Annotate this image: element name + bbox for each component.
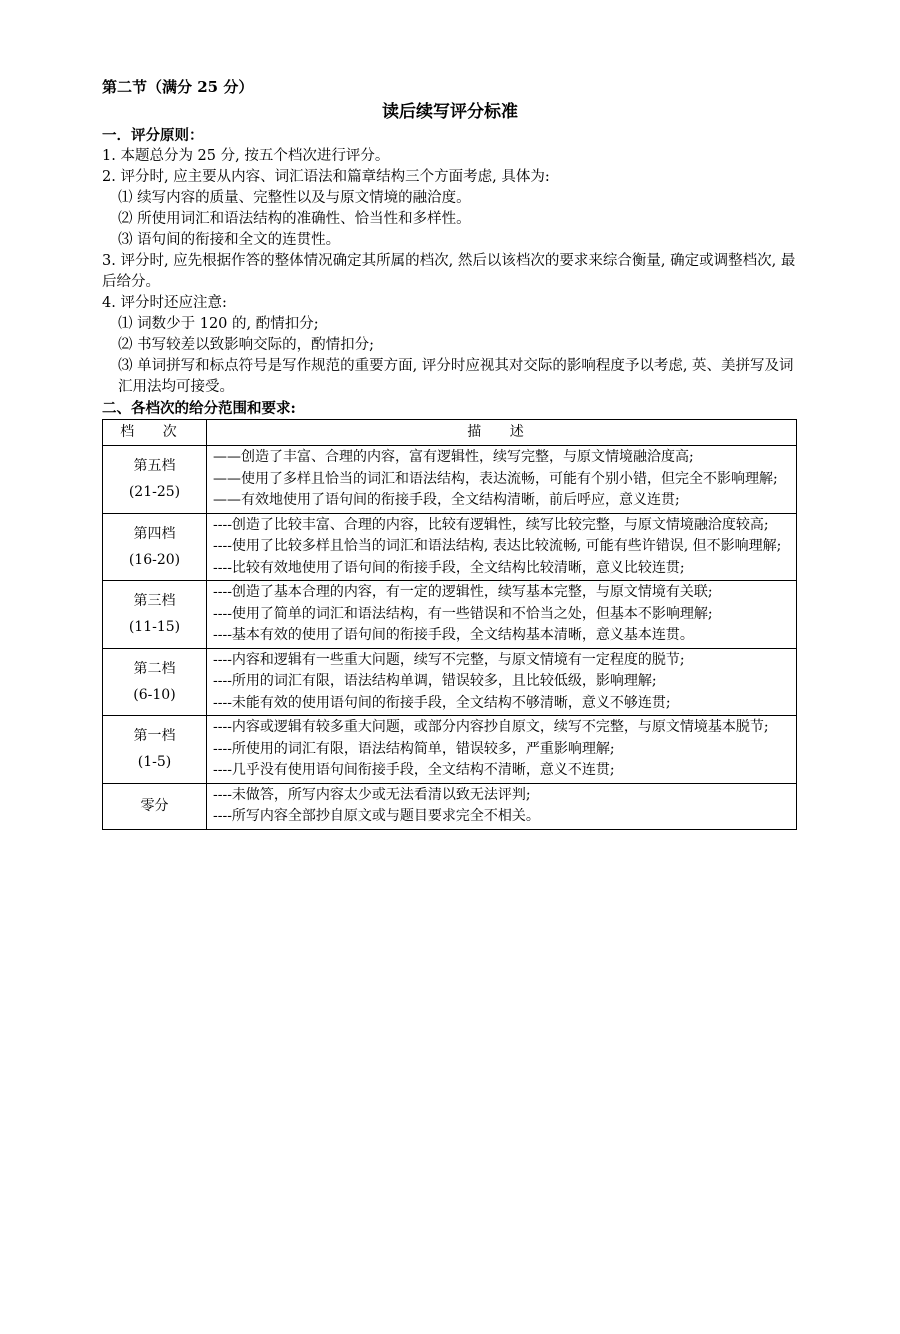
description-line: ----未能有效的使用语句间的衔接手段，全文结构不够清晰，意义不够连贯; xyxy=(213,694,671,711)
principle-item-3: 3. 评分时, 应先根据作答的整体情况确定其所属的档次, 然后以该档次的要求来综合衡量, 确定或调整档次, 最后给分。 xyxy=(102,253,796,290)
level-range: (16-20) xyxy=(128,551,181,568)
level-range: (1-5) xyxy=(137,754,172,771)
level-cell xyxy=(103,513,207,581)
description-line: ----所用的词汇有限，语法结构单调，错误较多，且比较低级，影响理解; xyxy=(213,673,657,689)
level-name: 第一档 xyxy=(133,728,176,745)
description-cell xyxy=(207,783,797,829)
description-cell xyxy=(207,446,797,514)
table-row xyxy=(103,783,797,829)
table-row xyxy=(103,446,797,514)
description-line: ----几乎没有使用语句间衔接手段，全文结构不清晰，意义不连贯; xyxy=(213,762,615,778)
level-name: 第二档 xyxy=(133,660,176,677)
description-cell xyxy=(207,513,797,581)
principle-subitem-4-2: ⑵ 书写较差以致影响交际的，酌情扣分; xyxy=(118,337,374,353)
description-line: ----创造了基本合理的内容，有一定的逻辑性，续写基本完整，与原文情境有关联; xyxy=(213,584,713,600)
principle-subitem-2-3: ⑶ 语句间的衔接和全文的连贯性。 xyxy=(118,232,341,248)
document-page xyxy=(102,76,798,830)
level-range: (21-25) xyxy=(128,484,181,501)
principles-heading: 一．评分原则： xyxy=(102,127,204,144)
description-cell xyxy=(207,716,797,784)
description-cell xyxy=(207,648,797,716)
description-cell xyxy=(207,581,797,649)
description-line: ——创造了丰富、合理的内容，富有逻辑性，续写完整，与原文情境融洽度高; xyxy=(213,449,694,465)
description-line: ----内容或逻辑有较多重大问题，或部分内容抄自原文，续写不完整，与原文情境基本脱节; xyxy=(213,719,769,735)
table-row xyxy=(103,581,797,649)
principle-subitem-2-1: ⑴ 续写内容的质量、完整性以及与原文情境的融洽度。 xyxy=(118,190,471,206)
description-line: ----所写内容全部抄自原文或与题目要求完全不相关。 xyxy=(213,808,540,824)
table-row xyxy=(103,513,797,581)
description-line: ——使用了多样且恰当的词汇和语法结构，表达流畅，可能有个别小错，但完全不影响理解; xyxy=(213,470,778,487)
level-name: 第五档 xyxy=(133,458,176,475)
level-cell xyxy=(103,648,207,716)
section-title: 第二节（满分 25 分） xyxy=(102,78,254,96)
document-title: 读后续写评分标准 xyxy=(382,102,518,122)
level-name: 第三档 xyxy=(133,593,176,610)
principle-item-2: 2. 评分时, 应主要从内容、词汇语法和篇章结构三个方面考虑, 具体为: xyxy=(102,169,550,185)
description-line: ----内容和逻辑有一些重大问题，续写不完整，与原文情境有一定程度的脱节; xyxy=(213,651,685,668)
table-header-row xyxy=(103,420,797,446)
description-line: ----未做答，所写内容太少或无法看清以致无法评判; xyxy=(213,786,531,803)
table-row xyxy=(103,716,797,784)
principle-subitem-2-2: ⑵ 所使用词汇和语法结构的准确性、恰当性和多样性。 xyxy=(118,211,471,227)
description-line: ----所使用的词汇有限，语法结构简单，错误较多，严重影响理解; xyxy=(213,740,615,757)
principle-item-4: 4. 评分时还应注意: xyxy=(102,295,227,311)
principle-item-1: 1. 本题总分为 25 分, 按五个档次进行评分。 xyxy=(102,148,390,164)
header-description: 描 述 xyxy=(207,420,797,446)
level-range: (11-15) xyxy=(128,619,181,636)
level-name: 第四档 xyxy=(133,525,176,542)
description-line: ----比较有效地使用了语句间的衔接手段，全文结构比较清晰，意义比较连贯; xyxy=(213,559,685,576)
level-cell xyxy=(103,581,207,649)
level-cell xyxy=(103,446,207,514)
grading-table xyxy=(102,419,797,830)
description-line: ----基本有效的使用了语句间的衔接手段，全文结构基本清晰，意义基本连贯。 xyxy=(213,627,694,643)
principle-subitem-4-3: ⑶ 单词拼写和标点符号是写作规范的重要方面, 评分时应视其对交际的影响程度予以考虑, 英、美拼写及词汇用法均可接受。 xyxy=(118,358,794,395)
level-name: 零分 xyxy=(140,798,169,814)
requirements-heading: 二、各档次的给分范围和要求: xyxy=(102,400,296,417)
description-line: ----使用了比较多样且恰当的词汇和语法结构, 表达比较流畅, 可能有些许错误, 但不影响理解; xyxy=(213,538,782,554)
level-cell xyxy=(103,783,207,829)
description-line: ——有效地使用了语句间的衔接手段，全文结构清晰，前后呼应，意义连贯; xyxy=(213,492,680,508)
description-line: ----使用了简单的词汇和语法结构，有一些错误和不恰当之处，但基本不影响理解; xyxy=(213,605,713,622)
principle-subitem-4-1: ⑴ 词数少于 120 的, 酌情扣分; xyxy=(118,316,319,332)
table-row xyxy=(103,648,797,716)
header-level: 档 次 xyxy=(103,420,207,446)
principles-list xyxy=(102,146,798,398)
description-line: ----创造了比较丰富、合理的内容，比较有逻辑性，续写比较完整，与原文情境融洽度较高; xyxy=(213,516,769,533)
level-range: (6-10) xyxy=(133,686,176,703)
level-cell xyxy=(103,716,207,784)
